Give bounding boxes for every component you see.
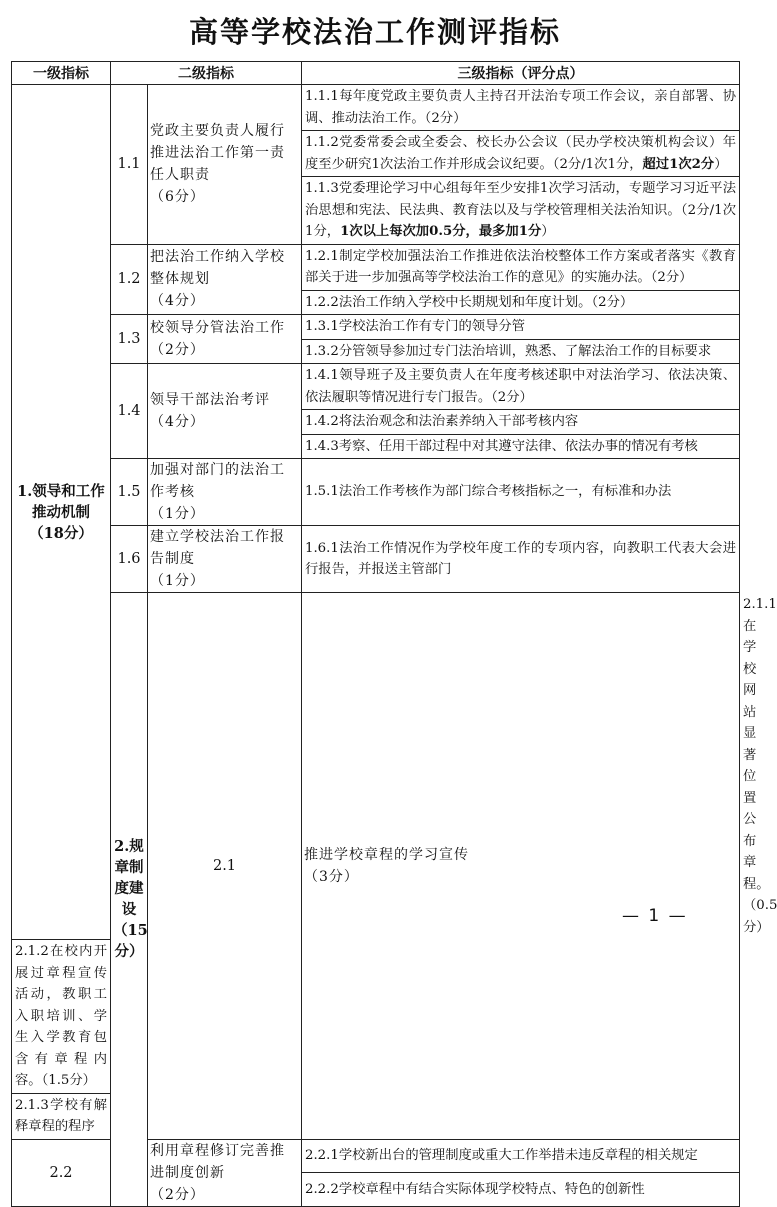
level2-cell <box>148 85 302 245</box>
level2-cell <box>148 526 302 593</box>
level2-score: （4分） <box>150 293 205 310</box>
level3-text: ） <box>541 224 555 239</box>
level2-name: 把法治工作纳入学校整体规划 <box>150 249 285 288</box>
table-row <box>12 315 740 340</box>
level2-score: （2分） <box>150 342 205 358</box>
level3-item: 1.6.1法治工作情况作为学校年度工作的专项内容，向教职工代表大会进行报告，并报送主管部门 <box>302 526 740 593</box>
level2-score: （3分） <box>304 868 359 885</box>
level1-score: （15分） <box>113 922 148 961</box>
level2-score: （4分） <box>150 414 205 430</box>
level2-name: 校领导分管法治工作 <box>150 320 285 336</box>
level2-name: 建立学校法治工作报告制度 <box>150 529 285 567</box>
level3-item: 1.1.1每年度党政主要负责人主持召开法治专项工作会议，亲自部署、协调、推动法治工作。（2分） <box>302 85 740 131</box>
level2-cell <box>302 593 740 1140</box>
level3-text: 1.1.3党委理论学习中心组每年至少安排1次学习活动，专题学习习近平法治思想和宪法、民法典、教育法以及与学校管理相关法治知识。（2分/1次1分， <box>305 181 736 239</box>
level2-cell <box>148 315 302 364</box>
level2-score: （1分） <box>150 573 205 589</box>
level1-name: 1.领导和工作推动机制 <box>17 482 105 521</box>
level1-cell <box>111 593 148 1207</box>
level3-item: 1.4.1领导班子及主要负责人在年度考核述职中对法治学习、依法决策、依法履职等情况进行专门报告。（2分） <box>302 364 740 410</box>
level2-number: 1.6 <box>111 526 148 593</box>
level2-cell <box>148 244 302 315</box>
level1-name: 2.规章制度建设 <box>114 838 144 919</box>
table-row <box>12 526 740 593</box>
level2-number: 2.2 <box>12 1139 111 1206</box>
level3-item: 1.2.2法治工作纳入学校中长期规划和年度计划。（2分） <box>302 290 740 315</box>
level3-item: 1.4.2将法治观念和法治素养纳入干部考核内容 <box>302 410 740 435</box>
level3-item: 2.1.3学校有解释章程的程序 <box>12 1093 111 1139</box>
level3-text: ） <box>714 156 728 172</box>
level3-item <box>302 177 740 245</box>
table-row <box>12 364 740 410</box>
level3-item: 2.1.2在校内开展过章程宣传活动，教职工入职培训、学生入学教育包含有章程内容。（1.5分） <box>12 940 111 1094</box>
level3-item: 1.4.3考察、任用干部过程中对其遵守法律、依法办事的情况有考核 <box>302 434 740 459</box>
header-level1: 一级指标 <box>12 62 111 85</box>
table-row: 2.规章制度建设 （15分） 2.1 推进学校章程的学习宣传 （3分） 2.1.1在学校网站显著位置公布章程。（0.5分） <box>12 593 740 940</box>
level1-score: （18分） <box>29 524 93 542</box>
level3-item: 1.3.1学校法治工作有专门的领导分管 <box>302 315 740 340</box>
table-row <box>12 85 740 131</box>
level3-item: 1.5.1法治工作考核作为部门综合考核指标之一，有标准和办法 <box>302 459 740 526</box>
level2-score: （2分） <box>150 1186 205 1203</box>
header-level2: 二级指标 <box>111 62 302 85</box>
level3-item: 2.2.1学校新出台的管理制度或重大工作举措未违反章程的相关规定 <box>302 1139 740 1173</box>
level2-name: 党政主要负责人履行推进法治工作第一责任人职责 <box>150 123 285 184</box>
level2-number: 1.5 <box>111 459 148 526</box>
level2-cell <box>148 364 302 459</box>
level2-name: 推进学校章程的学习宣传 <box>304 846 469 863</box>
level3-item: 1.3.2分管领导参加过专门法治培训，熟悉、了解法治工作的目标要求 <box>302 339 740 364</box>
level3-text: 1.1.2党委常委会或全委会、校长办公会议（民办学校决策机构会议）年度至少研究1次法治工作并形成会议纪要。（2分/1次1分， <box>305 135 736 172</box>
level2-name: 加强对部门的法治工作考核 <box>150 462 285 500</box>
level3-item: 1.2.1制定学校加强法治工作推进依法治校整体工作方案或者落实《教育部关于进一步加强高等学校法治工作的意见》的实施办法。（2分） <box>302 244 740 290</box>
level2-number: 1.1 <box>111 85 148 245</box>
level2-number: 2.1 <box>148 593 302 1140</box>
indicator-table <box>11 61 777 1207</box>
level3-item: 2.2.2学校章程中有结合实际体现学校特点、特色的创新性 <box>302 1173 740 1207</box>
level3-item <box>302 131 740 177</box>
page-title: 高等学校法治工作测评指标 <box>188 15 561 49</box>
level2-name: 领导干部法治考评 <box>150 392 270 408</box>
header-row <box>12 62 740 85</box>
level2-number: 1.2 <box>111 244 148 315</box>
page-number: — 1 — <box>622 906 688 926</box>
level2-cell <box>148 1139 302 1206</box>
level3-bold-text: 超过1次2分 <box>642 156 715 172</box>
table-row <box>12 459 740 526</box>
level3-bold-text: 1次以上每次加0.5分，最多加1分 <box>340 224 542 239</box>
level2-score: （1分） <box>150 506 205 522</box>
level2-score: （6分） <box>150 189 205 206</box>
level2-name: 利用章程修订完善推进制度创新 <box>150 1142 285 1181</box>
level2-number: 1.4 <box>111 364 148 459</box>
level1-cell <box>12 85 111 940</box>
level2-cell <box>148 459 302 526</box>
level2-number: 1.3 <box>111 315 148 364</box>
table-row <box>12 244 740 290</box>
header-level3: 三级指标（评分点） <box>302 62 740 85</box>
